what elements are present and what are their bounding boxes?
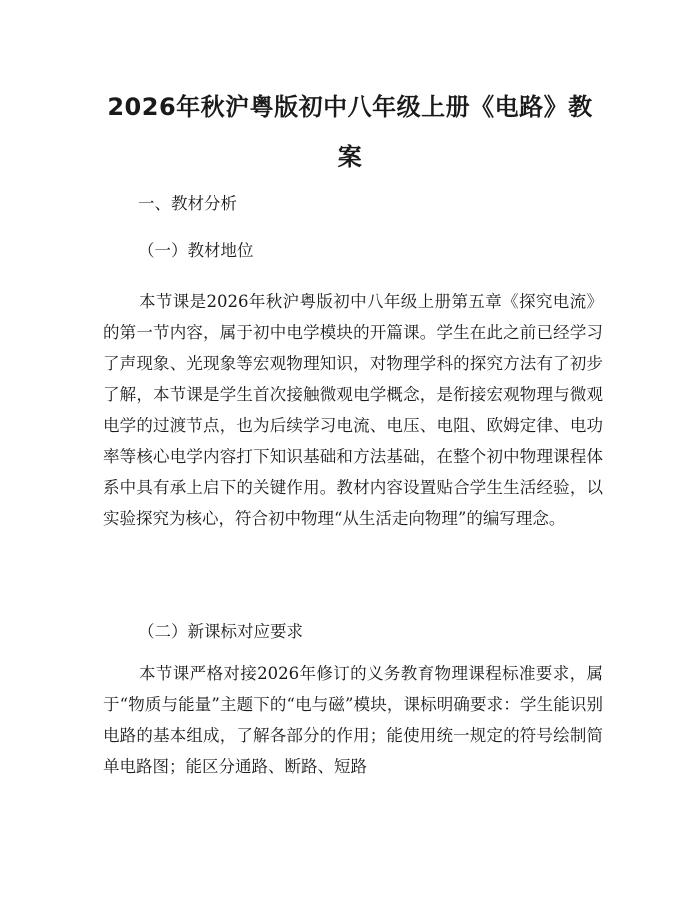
subsection-heading-textbook-status: （一）教材地位 bbox=[138, 241, 254, 260]
document-title: 2026年秋沪粤版初中八年级上册《电路》教案 bbox=[107, 93, 593, 171]
paragraph-textbook-status: 本节课是2026年秋沪粤版初中八年级上册第五章《探究电流》的第一节内容，属于初中电学模块的开篇课。学生在此之前已经学习了声现象、光现象等宏观物理知识，对物理学科的探究方法有了初步了解，本节课是学生首次接触微观电学概念，是衔接宏观物理与微观电学的过渡节点，也为后续学习电流、电压、电阻、欧姆定律、电功率等核心电学内容打下知识基础和方法基础，在整个初中物理课程体系中具有承上启下的关键作用。教材内容设置贴合学生生活经验，以实验探究为核心，符合初中物理“从生活走向物理”的编写理念。 bbox=[103, 292, 603, 528]
subsection-heading-curriculum-requirements: （二）新课标对应要求 bbox=[138, 622, 303, 641]
section-heading-textbook-analysis: 一、教材分析 bbox=[138, 194, 237, 213]
paragraph-curriculum-requirements: 本节课严格对接2026年修订的义务教育物理课程标准要求，属于“物质与能量”主题下的“电与磁”模块，课标明确要求：学生能识别电路的基本组成，了解各部分的作用；能使用统一规定的符号绘制简单电路图；能区分通路、断路、短路 bbox=[103, 664, 603, 776]
